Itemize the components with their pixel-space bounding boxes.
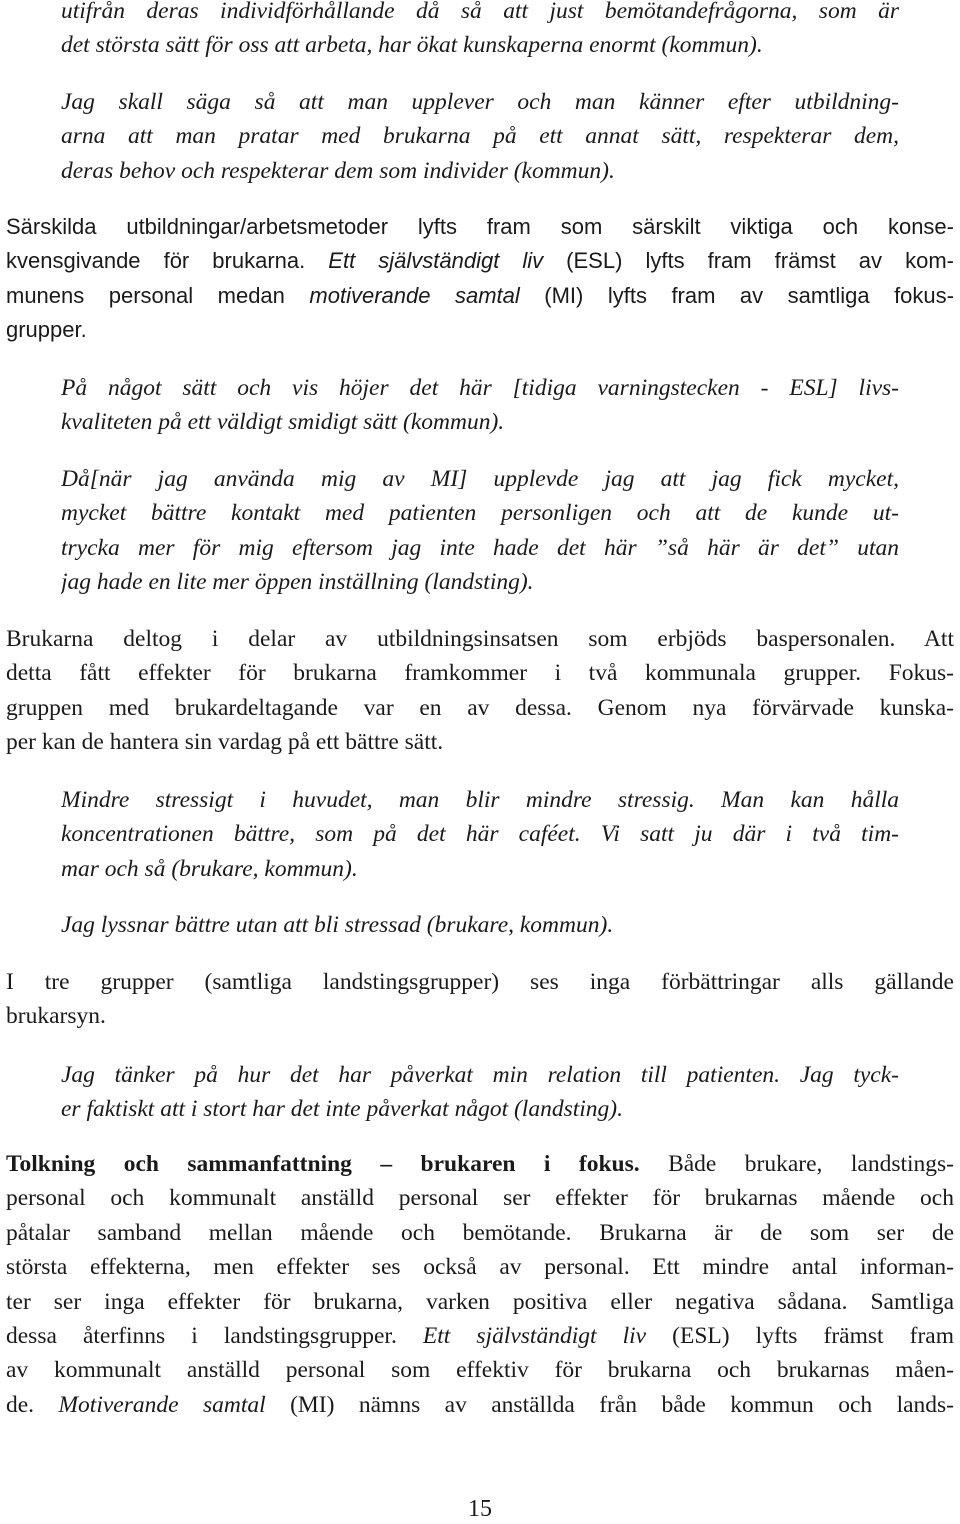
body-paragraph-4	[6, 1147, 954, 1422]
quote-line: Jag lyssnar bättre utan att bli stressad (brukare, kommun).	[61, 912, 614, 938]
quote-line: utifrån deras individförhållande då så att just bemötandefrågorna, som är	[61, 0, 899, 24]
italic-term-mi: Motiverande samtal	[58, 1391, 266, 1418]
quote-line: På något sätt och vis höjer det här [tidiga varningstecken - ESL] livs-	[61, 375, 899, 401]
quote-line: deras behov och respekterar dem som individer (kommun).	[61, 157, 615, 184]
paragraph-line: personal och kommunalt anställd personal ser effekter för brukarnas mående och	[6, 1185, 954, 1212]
quote-block-4	[61, 462, 899, 600]
paragraph-line	[6, 1319, 954, 1353]
text-run: de.	[6, 1391, 35, 1418]
text-run: Både brukare, landstings-	[668, 1151, 954, 1177]
page-number: 15	[468, 1496, 492, 1522]
text-run: munens personal medan	[6, 282, 285, 308]
body-paragraph-1	[6, 210, 954, 348]
paragraph-line: I tre grupper (samtliga landstingsgrupper) ses inga förbättringar alls gällande	[6, 969, 954, 995]
paragraph-line: största effekterna, men effekter ses också av personal. Ett mindre antal informan-	[6, 1254, 954, 1281]
quote-line: Jag skall säga så att man upplever och man känner efter utbildning-	[61, 89, 899, 115]
paragraph-line: detta fått effekter för brukarna framkommer i två kommunala grupper. Fokus-	[6, 660, 954, 687]
quote-block-6	[61, 908, 899, 942]
paragraph-line: påtalar samband mellan mående och bemötande. Brukarna är de som ser de	[6, 1219, 954, 1246]
quote-block-7	[61, 1058, 899, 1127]
paragraph-line: Brukarna deltog i delar av utbildningsinsatsen som erbjöds baspersonalen. Att	[6, 626, 954, 652]
quote-line: kvaliteten på ett väldigt smidigt sätt (kommun).	[61, 409, 505, 436]
paragraph-line: brukarsyn.	[6, 1003, 106, 1030]
quote-block-5	[61, 783, 899, 886]
quote-block-2	[61, 85, 899, 188]
paragraph-line: ter ser inga effekter för brukarna, varken positiva eller negativa sådana. Samtliga	[6, 1288, 954, 1315]
paragraph-line	[6, 244, 954, 278]
quote-line: Då[när jag använda mig av MI] upplevde jag att jag fick mycket,	[61, 466, 899, 492]
paragraph-line: per kan de hantera sin vardag på ett bättre sätt.	[6, 729, 444, 756]
paragraph-line: grupper.	[6, 317, 87, 343]
section-heading: Tolkning och sammanfattning – brukaren i fokus.	[6, 1151, 640, 1177]
quote-line: Mindre stressigt i huvudet, man blir mindre stressig. Man kan hålla	[61, 787, 899, 813]
italic-term-esl: Ett självständigt liv	[422, 1322, 647, 1349]
text-run: (ESL) lyfts fram främst av kom-	[566, 248, 954, 274]
quote-line: mar och så (brukare, kommun).	[61, 855, 358, 882]
text-run: (MI) lyfts fram av samtliga fokus-	[544, 282, 954, 308]
paragraph-line: Särskilda utbildningar/arbetsmetoder lyfts fram som särskilt viktiga och konse-	[6, 214, 954, 239]
quote-line: er faktiskt att i stort har det inte påverkat något (landsting).	[61, 1096, 623, 1123]
italic-term-esl: Ett självständigt liv	[328, 248, 544, 274]
body-paragraph-3	[6, 965, 954, 1034]
quote-line: trycka mer för mig eftersom jag inte hade det här ”så här är det” utan	[61, 534, 899, 561]
quote-line: koncentrationen bättre, som på det här caféet. Vi satt ju där i två tim-	[61, 821, 899, 848]
paragraph-line	[6, 1147, 954, 1181]
quote-line: arna att man pratar med brukarna på ett annat sätt, respekterar dem,	[61, 123, 899, 150]
paragraph-line	[6, 1388, 954, 1422]
paragraph-line	[6, 279, 954, 313]
quote-line: mycket bättre kontakt med patienten personligen och att de kunde ut-	[61, 500, 899, 527]
text-run: (ESL) lyfts främst fram	[672, 1322, 954, 1349]
text-run: kvensgivande för brukarna.	[6, 248, 306, 274]
quote-line: jag hade en lite mer öppen inställning (landsting).	[61, 569, 534, 596]
paragraph-line: av kommunalt anställd personal som effektiv för brukarna och brukarnas måen-	[6, 1357, 954, 1384]
quote-line: Jag tänker på hur det har påverkat min relation till patienten. Jag tyck-	[61, 1062, 899, 1088]
italic-term-mi: motiverande samtal	[309, 282, 520, 308]
body-paragraph-2	[6, 622, 954, 760]
quote-line: det största sätt för oss att arbeta, har ökat kunskaperna enormt (kommun).	[61, 32, 763, 59]
quote-block-3	[61, 371, 899, 440]
quote-block-1	[61, 0, 899, 63]
text-run: (MI) nämns av anställda från både kommun och lands-	[290, 1391, 954, 1418]
paragraph-line: gruppen med brukardeltagande var en av dessa. Genom nya förvärvade kunska-	[6, 694, 954, 721]
text-run: dessa återfinns i landstingsgrupper.	[6, 1322, 397, 1349]
